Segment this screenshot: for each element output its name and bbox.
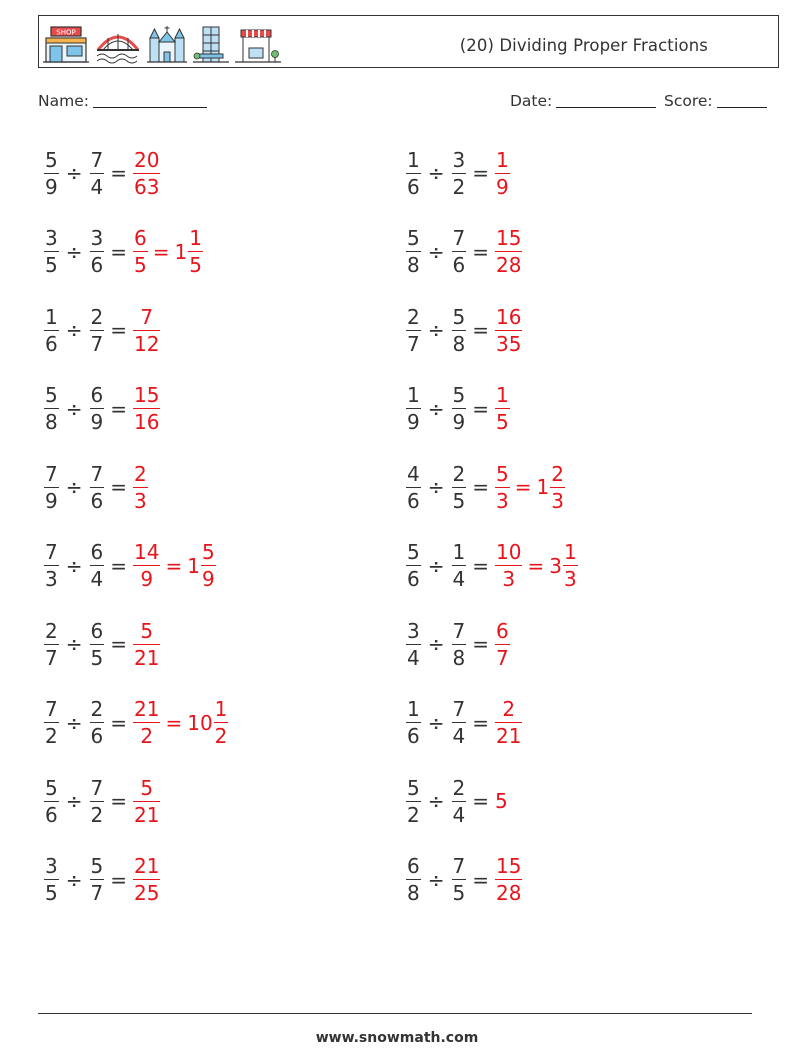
- divide-sign: ÷: [65, 161, 83, 185]
- fraction: [406, 618, 421, 670]
- numerator: 7: [90, 461, 104, 486]
- denominator: 7: [45, 645, 58, 670]
- fraction: [44, 147, 59, 199]
- denominator: 21: [134, 802, 160, 827]
- problem-16: [406, 693, 522, 753]
- problem-19: [44, 850, 160, 910]
- divide-sign: ÷: [427, 867, 445, 892]
- equals-sign: =: [472, 867, 489, 892]
- numerator: 6: [134, 226, 147, 250]
- fraction: [90, 542, 105, 589]
- denominator: 8: [45, 410, 58, 434]
- problem-12: [406, 536, 578, 596]
- numerator: 3: [407, 618, 420, 643]
- equals-sign: =: [472, 396, 489, 421]
- score-label: Score:: [664, 92, 713, 110]
- numerator: 7: [452, 854, 466, 878]
- denominator: 7: [90, 881, 104, 905]
- divide-sign: ÷: [427, 318, 445, 342]
- divide-sign: ÷: [65, 789, 83, 813]
- fraction: [133, 461, 148, 513]
- fraction: [133, 542, 160, 589]
- numerator: 5: [452, 383, 466, 407]
- denominator: 25: [134, 881, 160, 905]
- problem-10: [406, 457, 565, 517]
- fraction: [495, 618, 510, 670]
- score-field[interactable]: [664, 92, 767, 110]
- numerator: 6: [90, 383, 104, 407]
- denominator: 3: [134, 488, 147, 513]
- numerator: 3: [452, 147, 466, 172]
- fraction: [452, 618, 467, 670]
- problem-20: [406, 850, 522, 910]
- fraction: [44, 699, 59, 746]
- equals-sign: =: [110, 553, 127, 578]
- numerator: 5: [140, 775, 154, 800]
- divide-sign: ÷: [427, 710, 445, 735]
- denominator: 7: [407, 331, 420, 356]
- fraction: [406, 542, 421, 589]
- problem-4: [406, 222, 522, 282]
- fraction: [452, 856, 467, 903]
- denominator: 2: [452, 174, 466, 199]
- fraction: [44, 228, 59, 275]
- denominator: 7: [496, 645, 509, 670]
- fraction: [406, 856, 421, 903]
- problem-18: [406, 771, 508, 831]
- equals-sign: =: [472, 318, 489, 342]
- fraction: [44, 775, 59, 827]
- denominator: 9: [45, 174, 58, 199]
- fraction: [452, 461, 467, 513]
- divide-sign: ÷: [427, 161, 445, 185]
- fraction: [452, 228, 467, 275]
- fraction: [133, 618, 160, 670]
- fraction: [406, 385, 421, 432]
- numerator: 3: [45, 226, 58, 250]
- name-blank[interactable]: [93, 92, 207, 108]
- fraction: [133, 385, 160, 432]
- fraction: [133, 775, 160, 827]
- numerator: 6: [90, 618, 104, 643]
- numerator: 5: [45, 775, 58, 800]
- mixed-equals-sign: =: [152, 239, 170, 264]
- fraction: [495, 542, 522, 589]
- numerator: 7: [90, 147, 104, 172]
- denominator: 2: [45, 724, 58, 748]
- divide-sign: ÷: [427, 475, 445, 499]
- fraction: [133, 147, 160, 199]
- divide-sign: ÷: [427, 239, 445, 264]
- mixed-whole: 3: [549, 553, 562, 578]
- denominator: 16: [134, 410, 160, 434]
- date-label: Date:: [510, 92, 553, 110]
- denominator: 5: [452, 881, 466, 905]
- fraction: [90, 461, 105, 513]
- fraction: [188, 228, 203, 275]
- numerator: 1: [407, 697, 420, 721]
- divide-sign: ÷: [65, 475, 83, 499]
- numerator: 14: [134, 540, 160, 564]
- numerator: 21: [134, 854, 160, 878]
- numerator: 21: [134, 697, 160, 721]
- denominator: 6: [407, 488, 420, 513]
- equals-sign: =: [472, 161, 489, 185]
- name-label: Name:: [38, 92, 89, 110]
- numerator: 15: [496, 854, 522, 878]
- denominator: 6: [90, 488, 104, 513]
- divide-sign: ÷: [65, 553, 83, 578]
- bridge-icon: [95, 24, 141, 64]
- denominator: 28: [496, 881, 522, 905]
- date-field[interactable]: [510, 92, 656, 110]
- equals-sign: =: [110, 710, 127, 735]
- numerator: 2: [134, 461, 147, 486]
- worksheet-title: (20) Dividing Proper Fractions: [459, 36, 708, 55]
- denominator: 5: [45, 881, 58, 905]
- fraction: [452, 542, 467, 589]
- denominator: 8: [407, 881, 420, 905]
- denominator: 6: [90, 724, 104, 748]
- fraction: [44, 856, 59, 903]
- mixed-whole: 10: [187, 710, 213, 735]
- equals-sign: =: [110, 475, 127, 499]
- numerator: 2: [90, 697, 104, 721]
- fraction: [90, 699, 105, 746]
- denominator: 5: [496, 410, 509, 434]
- fraction: [90, 775, 105, 827]
- denominator: 35: [496, 331, 522, 356]
- fraction: [495, 304, 522, 356]
- problem-13: [44, 614, 160, 674]
- numerator: 2: [407, 304, 420, 329]
- numerator: 1: [496, 147, 509, 172]
- problem-1: [44, 143, 160, 203]
- numerator: 7: [140, 304, 154, 329]
- denominator: 12: [134, 331, 160, 356]
- numerator: 20: [134, 147, 160, 172]
- score-blank[interactable]: [717, 92, 767, 108]
- fraction: [90, 147, 105, 199]
- equals-sign: =: [472, 632, 489, 656]
- problem-8: [406, 379, 510, 439]
- equals-sign: =: [110, 789, 127, 813]
- denominator: 63: [134, 174, 160, 199]
- denominator: 4: [452, 802, 466, 827]
- denominator: 4: [407, 645, 420, 670]
- equals-sign: =: [110, 867, 127, 892]
- problem-9: [44, 457, 148, 517]
- fraction: [44, 461, 59, 513]
- mixed-equals-sign: =: [165, 710, 183, 735]
- market-stall-icon: [235, 24, 281, 64]
- divide-sign: ÷: [427, 632, 445, 656]
- fraction: [452, 699, 467, 746]
- mixed-whole: 1: [536, 475, 550, 499]
- problem-5: [44, 300, 160, 360]
- numerator: 5: [452, 304, 466, 329]
- denominator: 2: [133, 722, 160, 746]
- church-icon: [147, 24, 187, 64]
- shop-icon: [43, 24, 89, 64]
- denominator: 6: [407, 567, 420, 591]
- fraction: [44, 385, 59, 432]
- fraction: [452, 304, 467, 356]
- equals-sign: =: [472, 553, 489, 578]
- denominator: 5: [189, 253, 202, 277]
- equals-sign: =: [110, 161, 127, 185]
- denominator: 2: [214, 724, 228, 748]
- problem-15: [44, 693, 228, 753]
- denominator: 2: [407, 802, 420, 827]
- header-icons: [43, 24, 281, 64]
- problem-6: [406, 300, 522, 360]
- fraction: [563, 542, 578, 589]
- fraction: [495, 385, 510, 432]
- denominator: 4: [452, 567, 466, 591]
- divide-sign: ÷: [65, 632, 83, 656]
- denominator: 4: [452, 724, 466, 748]
- numerator: 4: [407, 461, 420, 486]
- shop-sign-text: SHOP: [56, 28, 76, 37]
- problem-14: [406, 614, 510, 674]
- fraction: [406, 228, 421, 275]
- numerator: 5: [407, 540, 420, 564]
- numerator: 3: [90, 226, 104, 250]
- numerator: 15: [496, 226, 522, 250]
- equals-sign: =: [472, 475, 489, 499]
- divide-sign: ÷: [65, 239, 83, 264]
- fraction: [495, 228, 522, 275]
- equals-sign: =: [110, 632, 127, 656]
- denominator: 9: [90, 410, 104, 434]
- numerator: 2: [452, 775, 466, 800]
- mixed-equals-sign: =: [165, 553, 183, 578]
- numerator: 1: [496, 383, 509, 407]
- denominator: 3: [551, 488, 564, 513]
- fraction: [495, 147, 510, 199]
- numerator: 7: [90, 775, 104, 800]
- numerator: 1: [407, 147, 420, 172]
- fraction: [133, 856, 160, 903]
- equals-sign: =: [472, 239, 489, 264]
- denominator: 6: [407, 174, 420, 199]
- mixed-whole: 1: [174, 239, 188, 264]
- divide-sign: ÷: [427, 553, 445, 578]
- fraction: [90, 385, 105, 432]
- worksheet-header: [38, 15, 779, 68]
- divide-sign: ÷: [65, 318, 83, 342]
- numerator: 2: [551, 461, 564, 486]
- denominator: 3: [563, 567, 577, 591]
- denominator: 3: [496, 488, 509, 513]
- denominator: 9: [45, 488, 58, 513]
- denominator: 9: [496, 174, 509, 199]
- fraction: [406, 147, 421, 199]
- numerator: 6: [90, 540, 104, 564]
- numerator: 7: [452, 618, 466, 643]
- denominator: 28: [496, 253, 522, 277]
- numerator: 1: [452, 540, 466, 564]
- numerator: 7: [45, 461, 58, 486]
- fraction: [214, 699, 229, 746]
- numerator: 6: [407, 854, 420, 878]
- equals-sign: =: [472, 710, 489, 735]
- fraction: [90, 228, 105, 275]
- denominator: 6: [45, 331, 58, 356]
- denominator: 2: [90, 802, 104, 827]
- problem-2: [406, 143, 510, 203]
- divide-sign: ÷: [427, 396, 445, 421]
- fraction: [44, 618, 59, 670]
- date-blank[interactable]: [556, 92, 656, 108]
- numerator: 7: [452, 226, 466, 250]
- fraction: [495, 461, 510, 513]
- denominator: 5: [452, 488, 466, 513]
- denominator: 4: [90, 567, 104, 591]
- equals-sign: =: [110, 239, 127, 264]
- numerator: 5: [407, 775, 420, 800]
- footer-url: www.snowmath.com: [315, 1030, 479, 1046]
- denominator: 3: [45, 567, 58, 591]
- numerator: 2: [452, 461, 466, 486]
- numerator: 5: [45, 147, 58, 172]
- problem-7: [44, 379, 160, 439]
- equals-sign: =: [110, 318, 127, 342]
- numerator: 1: [563, 540, 577, 564]
- numerator: 3: [45, 854, 58, 878]
- numerator: 5: [407, 226, 420, 250]
- denominator: 8: [452, 645, 466, 670]
- denominator: 5: [45, 253, 58, 277]
- denominator: 9: [452, 410, 466, 434]
- numerator: 5: [201, 540, 215, 564]
- denominator: 21: [496, 724, 522, 748]
- mixed-equals-sign: =: [514, 475, 532, 499]
- office-building-icon: [193, 24, 229, 64]
- fraction: [452, 385, 467, 432]
- numerator: 2: [502, 697, 516, 721]
- denominator: 9: [407, 410, 420, 434]
- numerator: 10: [496, 540, 522, 564]
- numerator: 7: [452, 697, 466, 721]
- denominator: 9: [201, 567, 215, 591]
- numerator: 1: [189, 226, 202, 250]
- numerator: 2: [90, 304, 104, 329]
- mixed-whole: 1: [187, 553, 200, 578]
- name-field[interactable]: [38, 92, 207, 110]
- fraction: [201, 542, 216, 589]
- denominator: 21: [134, 645, 160, 670]
- denominator: 5: [134, 253, 147, 277]
- fraction: [406, 775, 421, 827]
- problem-11: [44, 536, 216, 596]
- numerator: 1: [45, 304, 58, 329]
- denominator: 6: [90, 253, 104, 277]
- numerator: 1: [407, 383, 420, 407]
- fraction: [452, 147, 467, 199]
- denominator: 9: [133, 565, 160, 589]
- divide-sign: ÷: [65, 396, 83, 421]
- equals-sign: =: [110, 396, 127, 421]
- numerator: 5: [90, 854, 104, 878]
- fraction: [495, 856, 522, 903]
- problem-3: [44, 222, 203, 282]
- denominator: 4: [90, 174, 104, 199]
- divide-sign: ÷: [65, 710, 83, 735]
- fraction: [452, 775, 467, 827]
- numerator: 5: [45, 383, 58, 407]
- denominator: 6: [45, 802, 58, 827]
- denominator: 6: [452, 253, 466, 277]
- answer-integer: 5: [495, 789, 508, 813]
- fraction: [44, 304, 59, 356]
- numerator: 7: [45, 697, 58, 721]
- fraction: [90, 618, 105, 670]
- denominator: 6: [407, 724, 420, 748]
- denominator: 3: [495, 565, 522, 589]
- numerator: 1: [214, 697, 228, 721]
- numerator: 7: [45, 540, 58, 564]
- fraction: [133, 228, 148, 275]
- fraction: [406, 304, 421, 356]
- footer-divider: [38, 1013, 752, 1014]
- divide-sign: ÷: [427, 789, 445, 813]
- fraction: [406, 461, 421, 513]
- fraction: [133, 304, 160, 356]
- numerator: 2: [45, 618, 58, 643]
- mixed-equals-sign: =: [527, 553, 545, 578]
- numerator: 16: [496, 304, 522, 329]
- fraction: [550, 461, 565, 513]
- fraction: [90, 856, 105, 903]
- numerator: 6: [496, 618, 509, 643]
- fraction: [90, 304, 105, 356]
- equals-sign: =: [472, 789, 489, 813]
- numerator: 5: [496, 461, 509, 486]
- denominator: 8: [452, 331, 466, 356]
- denominator: 5: [90, 645, 104, 670]
- fraction: [133, 699, 160, 746]
- fraction: [406, 699, 421, 746]
- denominator: 7: [90, 331, 104, 356]
- fraction: [495, 699, 522, 746]
- fraction: [44, 542, 59, 589]
- divide-sign: ÷: [65, 867, 83, 892]
- problem-17: [44, 771, 160, 831]
- numerator: 15: [134, 383, 160, 407]
- numerator: 5: [140, 618, 154, 643]
- denominator: 8: [407, 253, 420, 277]
